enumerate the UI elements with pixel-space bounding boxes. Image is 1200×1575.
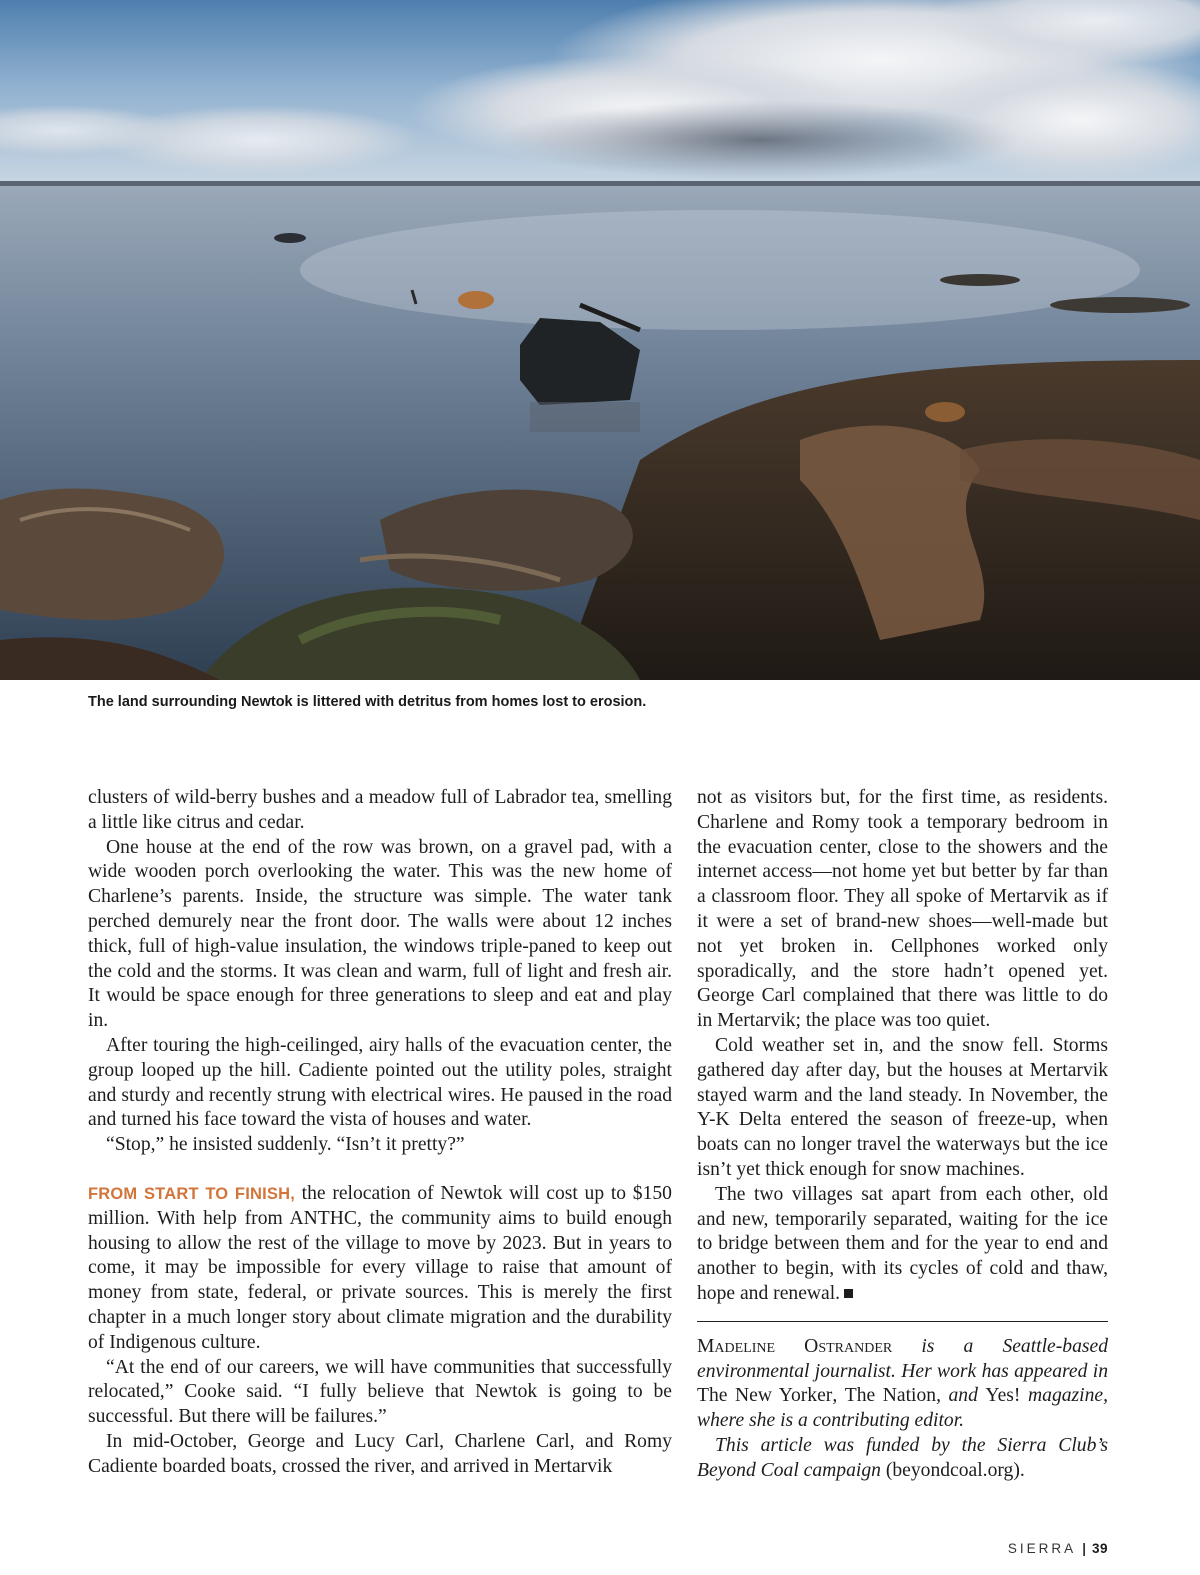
final-paragraph-text: The two villages sat apart from each other, old and new, temporarily separated, waiting for the ice to bridge between them and for the year to end and another to begin, with its cycles of cold and thaw, hope and renewal.	[697, 1183, 1108, 1304]
paragraph: After touring the high-ceilinged, airy halls of the evacuation center, the group looped up the hill. Cadiente pointed out the utility poles, straight and sturdy and recently strung with electrical wires. He paused in the road and turned his face toward the vista of houses and water.	[88, 1034, 672, 1131]
funding-url: (beyondcoal.org).	[880, 1459, 1025, 1481]
publication-name: Yes!	[985, 1385, 1021, 1407]
paragraph: Cold weather set in, and the snow fell. Storms gathered day after day, but the houses at Mertarvik stayed warm and the land steady. In November, the Y-K Delta entered the season of freeze-up, when boats can no longer travel the waterways but the ice isn’t yet thick enough for snow machines.	[697, 1034, 1108, 1180]
paragraph: “At the end of our careers, we will have communities that successfully relocated,” Cooke said. “I fully believe that Newtok is going to be successful. But there will be failures.”	[88, 1356, 672, 1428]
publication-name: The Nation	[844, 1385, 937, 1407]
shoreline-photo-illustration	[0, 0, 1200, 680]
author-bio	[697, 1335, 1108, 1434]
page-number: 39	[1091, 1541, 1108, 1556]
hero-photo	[0, 0, 1200, 680]
bio-text: is a Seattle-based environmental journalist. Her work has appeared in	[697, 1335, 1108, 1382]
paragraph: One house at the end of the row was brown, on a gravel pad, with a wide wooden porch overlooking the water. This was the new home of Charlene’s parents. Inside, the structure was simple. The water tank perched demurely near the front door. The walls were about 12 inches thick, full of high-value insulation, the windows triple-paned to keep out the cold and the storms. It was clean and warm, full of light and fresh air. It would be space enough for three generations to sleep and eat and play in.	[88, 836, 672, 1032]
bio-text: ,	[832, 1385, 845, 1407]
paragraph: not as visitors but, for the first time, as residents. Charlene and Romy took a temporary bedroom in the evacuation center, close to the showers and the internet access—not home yet but better by far than a classroom floor. They all spoke of Mertarvik as if it were a set of brand-new shoes—well-made but not yet broken in. Cellphones worked only sporadically, and the store hadn’t opened yet. George Carl complained that there was little to do in Mertarvik; the place was too quiet.	[697, 787, 1108, 1032]
paragraph	[697, 1183, 1108, 1307]
author-name: Madeline Ostrander	[697, 1335, 893, 1357]
bio-text: , and	[936, 1385, 986, 1407]
publication-name: The New Yorker	[697, 1385, 833, 1407]
divider	[697, 1321, 1108, 1322]
end-mark-icon	[844, 1289, 853, 1298]
article-column-left	[88, 786, 672, 1480]
photo-caption: The land surrounding Newtok is littered with detritus from homes lost to erosion.	[88, 694, 647, 710]
section-text: the relocation of Newtok will cost up to $150 million. With help from ANTHC, the community aims to build enough housing to allow the rest of the village to move by 2023. But in years to come, it may be impossible for every village to raise that amount of money from state, federal, or private sources. This is merely the first chapter in a much longer story about climate migration and the durability of Indigenous culture.	[88, 1182, 672, 1353]
section-lead-in: FROM START TO FINISH,	[88, 1184, 295, 1203]
article-column-right	[697, 786, 1108, 1484]
folio-separator: |	[1082, 1541, 1086, 1556]
magazine-name: SIERRA	[1007, 1541, 1077, 1556]
funding-text: This article was funded by the Sierra Club’s Beyond Coal campaign	[697, 1434, 1108, 1481]
bio-text: magazine, where she is a contributing editor.	[697, 1385, 1108, 1432]
paragraph: In mid-October, George and Lucy Carl, Charlene Carl, and Romy Cadiente boarded boats, crossed the river, and arrived in Mertarvik	[88, 1430, 672, 1477]
page-folio	[1008, 1541, 1108, 1556]
funding-note	[697, 1434, 1108, 1484]
paragraph: clusters of wild-berry bushes and a meadow full of Labrador tea, smelling a little like citrus and cedar.	[88, 787, 672, 833]
paragraph: “Stop,” he insisted suddenly. “Isn’t it pretty?”	[106, 1134, 465, 1156]
section-paragraph	[88, 1182, 672, 1356]
